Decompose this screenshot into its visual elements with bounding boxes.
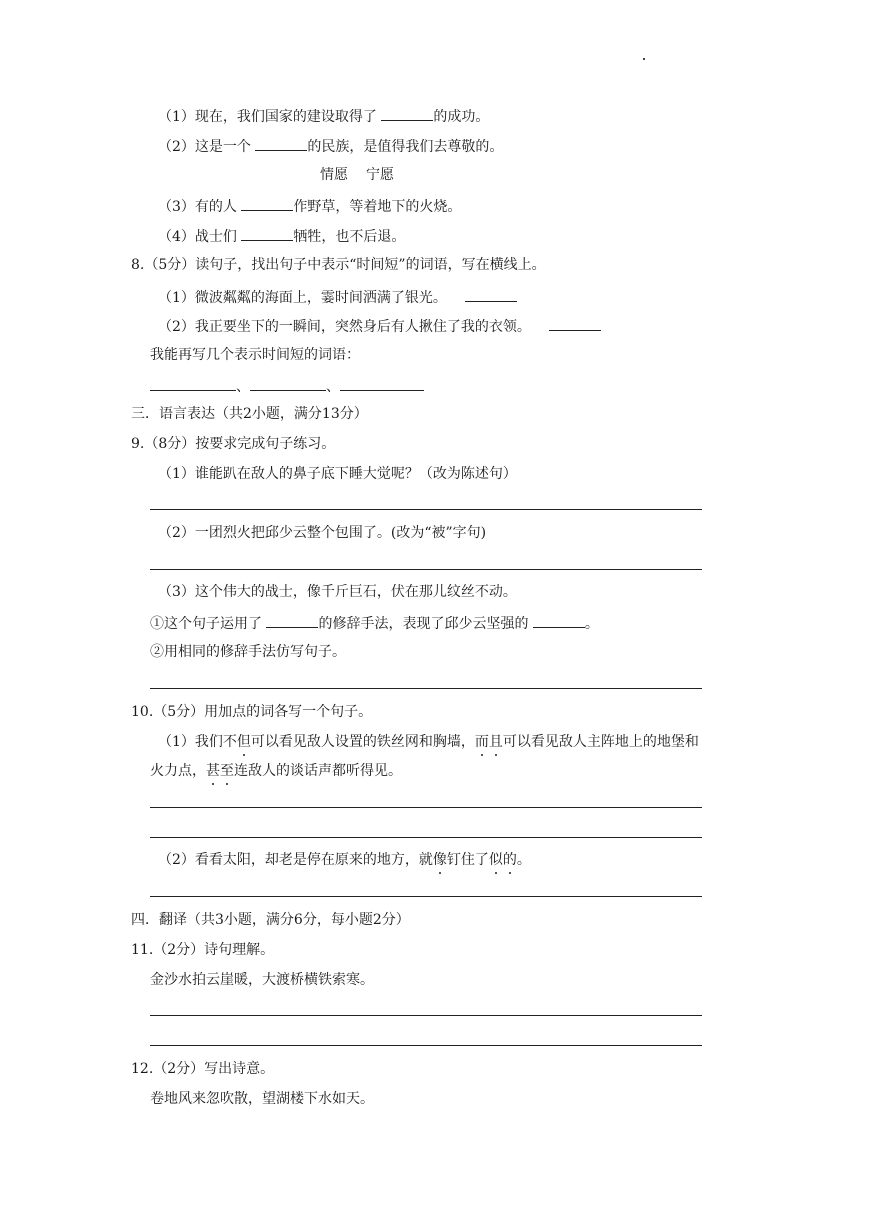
q11-title: 11.（2分）诗句理解。 <box>131 942 275 958</box>
q7-item-3-text: （3）有的人 <box>158 199 242 215</box>
q10-text: 火力点， <box>150 763 206 779</box>
separator: 、 <box>326 379 340 395</box>
dotted-char: 而 <box>474 734 489 750</box>
answer-blank[interactable] <box>241 196 293 211</box>
q10-text: 连敌人的谈话声都听得见。 <box>234 763 402 779</box>
q9-item-2: （2）一团烈火把邱少云整个包围了。(改为“被”字句) <box>158 525 487 541</box>
dotted-char: 甚 <box>206 763 220 779</box>
section-3-title: 三．语言表达（共2小题，满分13分） <box>131 406 368 422</box>
q11-poem: 金沙水拍云崖暖，大渡桥横铁索寒。 <box>150 972 374 988</box>
q7-item-2-text: （2）这是一个 <box>158 139 256 155</box>
word-choice-1: 情愿 <box>320 167 348 183</box>
q7-item-2 <box>158 136 503 154</box>
q10-item-1-line-2 <box>150 762 402 780</box>
q10-text: 可以看见敌人设置的铁丝网和胸墙， <box>250 734 475 750</box>
answer-line[interactable] <box>150 688 702 689</box>
q8-item-1-text: （1）微波粼粼的海面上，霎时间洒满了银光。 <box>158 290 447 306</box>
q9-sub-1-end: 。 <box>584 616 599 632</box>
q7-item-4-text: （4）战士们 <box>158 229 242 245</box>
dotted-char: 至 <box>220 763 234 779</box>
q7-item-4-tail: 牺牲，也不后退。 <box>293 229 406 245</box>
q9-sub-1 <box>150 613 599 631</box>
word-choices <box>320 166 394 184</box>
answer-line[interactable] <box>150 1015 702 1016</box>
q10-text: （2）看看太阳，却老是停在原来的地方，就 <box>158 852 433 868</box>
q10-text: 钉住了 <box>446 852 489 868</box>
q9-sub-1-text: ①这个句子运用了 <box>150 616 267 632</box>
answer-blank[interactable] <box>150 376 236 391</box>
q9-sub-2: ②用相同的修辞手法仿写句子。 <box>150 644 346 660</box>
answer-blank[interactable] <box>381 106 433 121</box>
q7-item-1-tail: 的成功。 <box>433 109 490 125</box>
q8-item-1 <box>158 287 517 305</box>
answer-line[interactable] <box>150 1045 702 1046</box>
separator: 、 <box>236 379 250 395</box>
section-4-title: 四．翻译（共3小题，满分6分，每小题2分） <box>131 912 410 928</box>
q9-item-3: （3）这个伟大的战士，像千斤巨石，伏在那儿纹丝不动。 <box>158 584 517 600</box>
q10-item-2 <box>158 851 531 869</box>
q7-item-2-tail: 的民族，是值得我们去尊敬的。 <box>307 139 504 155</box>
answer-line[interactable] <box>150 807 702 808</box>
q7-item-1 <box>158 106 489 124</box>
word-choice-2: 宁愿 <box>366 167 394 183</box>
dotted-char: 但 <box>236 734 251 750</box>
q10-title: 10.（5分）用加点的词各写一个句子。 <box>131 704 373 720</box>
dotted-char: 似 <box>488 852 503 868</box>
q10-text: 可以看见敌人主阵地上的地堡和 <box>502 734 699 750</box>
q7-item-3-tail: 作野草，等着地下的火烧。 <box>293 199 462 215</box>
answer-blank[interactable] <box>266 613 318 628</box>
q10-text: （1）我们不 <box>158 734 237 750</box>
answer-blank[interactable] <box>241 226 293 241</box>
answer-line[interactable] <box>150 837 702 838</box>
dotted-char: 且 <box>488 734 503 750</box>
answer-blank[interactable] <box>533 613 585 628</box>
answer-blank[interactable] <box>250 376 326 391</box>
answer-line[interactable] <box>150 896 702 897</box>
dotted-char: 的 <box>502 852 517 868</box>
q10-item-1-line-1 <box>158 733 699 751</box>
answer-blank[interactable] <box>465 287 517 302</box>
q7-item-3 <box>158 196 461 214</box>
answer-line[interactable] <box>150 569 702 570</box>
q8-extra-blanks <box>150 376 424 394</box>
answer-blank[interactable] <box>255 136 307 151</box>
q8-item-2-text: （2）我正要坐下的一瞬间，突然身后有人揪住了我的衣领。 <box>158 319 531 335</box>
q9-title: 9.（8分）按要求完成句子练习。 <box>131 436 336 452</box>
answer-blank[interactable] <box>549 316 601 331</box>
q7-item-1-text: （1）现在，我们国家的建设取得了 <box>158 109 382 125</box>
q12-poem: 卷地风来忽吹散，望湖楼下水如天。 <box>150 1091 374 1107</box>
answer-line[interactable] <box>150 509 702 510</box>
q8-title: 8.（5分）读句子，找出句子中表示“时间短”的词语，写在横线上。 <box>131 257 546 273</box>
answer-blank[interactable] <box>340 376 424 391</box>
q8-extra: 我能再写几个表示时间短的词语： <box>150 347 360 363</box>
q7-item-4 <box>158 226 405 244</box>
header-mark <box>643 58 645 60</box>
q9-sub-1-mid: 的修辞手法，表现了邱少云坚强的 <box>318 616 533 632</box>
q12-title: 12.（2分）写出诗意。 <box>131 1061 275 1077</box>
q9-item-1: （1）谁能趴在敌人的鼻子底下睡大觉呢？（改为陈述句） <box>158 466 517 482</box>
q10-text: 。 <box>516 852 531 868</box>
dotted-char: 像 <box>432 852 447 868</box>
q8-item-2 <box>158 316 601 334</box>
